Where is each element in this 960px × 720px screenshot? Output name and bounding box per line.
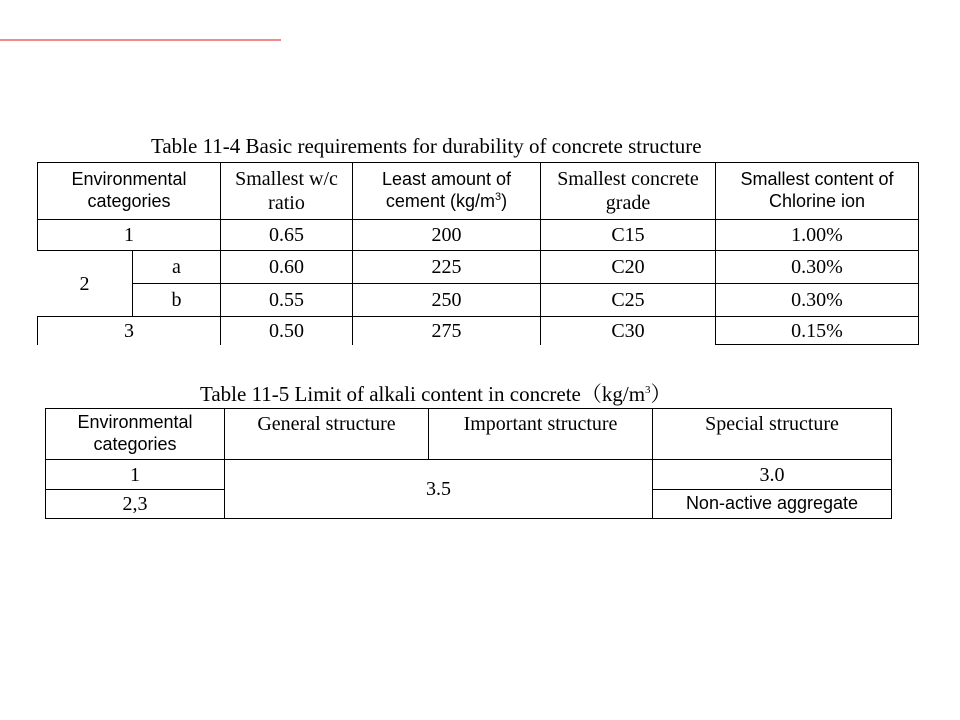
cell-wc: 0.65 [220, 219, 353, 251]
cell-grade: C20 [540, 250, 716, 284]
cell-grade: C30 [540, 316, 716, 345]
table2-caption: Table 11-5 Limit of alkali content in $concrete(kg/m^3)$ [200, 382, 672, 406]
cell-cement: 275 [352, 316, 541, 345]
cell-sub: a [132, 250, 221, 284]
header-env: Environmental categories [37, 162, 221, 220]
header-special: Special structure [652, 408, 892, 460]
header-important: Important structure [428, 408, 653, 460]
cell-grade: C15 [540, 219, 716, 251]
cell-grade: C25 [540, 283, 716, 317]
cell-chlorine: 0.30% [715, 283, 919, 317]
cell-cement: 250 [352, 283, 541, 317]
header-wc: Smallest w/c ratio [220, 162, 353, 220]
cell-wc: 0.50 [220, 316, 353, 345]
cell-cat: 1 [37, 219, 221, 251]
cell-cat: 3 [37, 316, 221, 345]
cell-special: Non-active aggregate [652, 489, 892, 519]
table1-caption: Table 11-4 Basic requirements for durability of concrete structure [151, 134, 702, 158]
cell-cement: 225 [352, 250, 541, 284]
accent-line [0, 39, 281, 41]
cell-chlorine: 0.15% [715, 316, 919, 345]
cell-chlorine: 0.30% [715, 250, 919, 284]
cell-cement: 200 [352, 219, 541, 251]
cell-cat: 2 [37, 250, 133, 317]
cell-wc: 0.55 [220, 283, 353, 317]
header-cement: Least amount of cement $(kg/m^3)$ [352, 162, 541, 220]
cell-chlorine: 1.00% [715, 219, 919, 251]
cell-wc: 0.60 [220, 250, 353, 284]
cell-cat: 1 [45, 459, 225, 490]
cell-merged-value: 3.5 [224, 459, 653, 519]
header-general: General structure [224, 408, 429, 460]
header-grade: Smallest concrete grade [540, 162, 716, 220]
cell-cat: 2,3 [45, 489, 225, 519]
cell-sub: b [132, 283, 221, 317]
header-env: Environmental categories [45, 408, 225, 460]
cell-special: 3.0 [652, 459, 892, 490]
header-chlorine: Smallest content of Chlorine ion [715, 162, 919, 220]
